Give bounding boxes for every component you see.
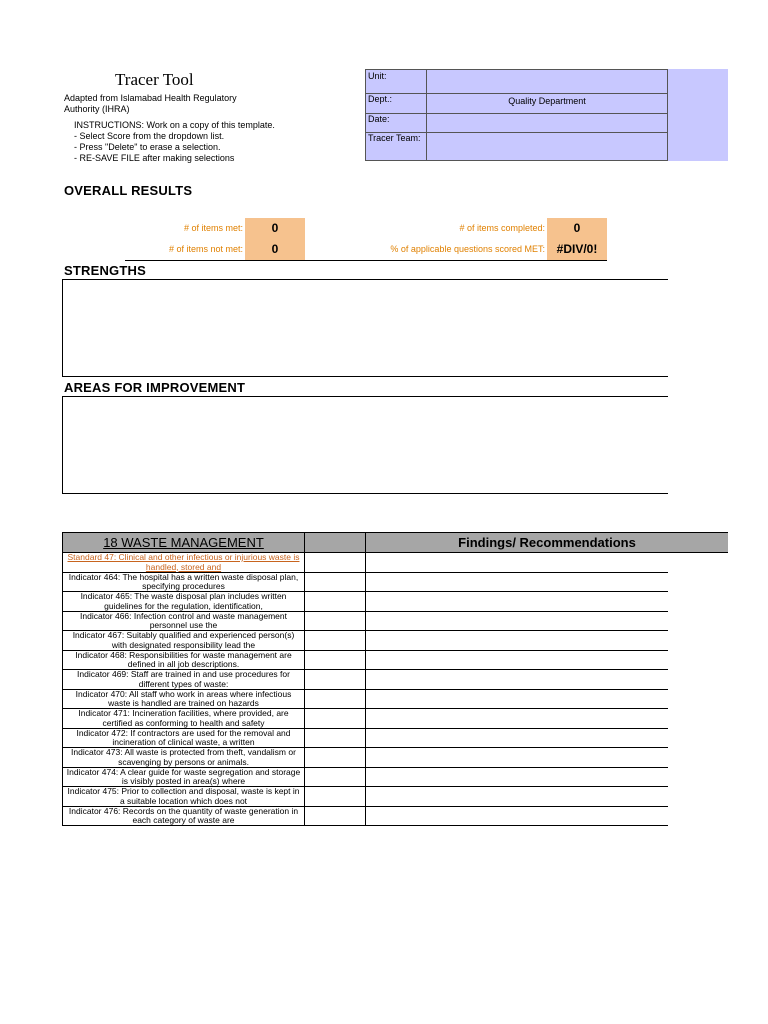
indicator-475: Indicator 475: Prior to collection and disposal, waste is kept in a suitable location which does not [62, 787, 305, 806]
score-header [305, 532, 366, 553]
score-cell[interactable] [305, 592, 366, 611]
score-cell[interactable] [305, 651, 366, 670]
table-row [62, 670, 668, 690]
findings-cell[interactable] [366, 729, 668, 748]
indicator-467: Indicator 467: Suitably qualified and experienced person(s) with designated responsibility lead the [62, 631, 305, 650]
strengths-heading: STRENGTHS [64, 263, 146, 278]
score-cell[interactable] [305, 768, 366, 787]
findings-cell[interactable] [366, 748, 668, 767]
indicator-469: Indicator 469: Staff are trained in and use procedures for different types of waste: [62, 670, 305, 689]
instruction-line: - Select Score from the dropdown list. [74, 131, 225, 141]
date-label: Date: [368, 114, 390, 124]
unit-label: Unit: [368, 71, 387, 81]
adapted-from-text: Adapted from Islamabad Health Regulatory Authority (IHRA) [64, 93, 237, 114]
indicator-466: Indicator 466: Infection control and waste management personnel use the [62, 612, 305, 631]
indicator-468: Indicator 468: Responsibilities for waste management are defined in all job descriptions. [62, 651, 305, 670]
table-row [62, 768, 668, 788]
findings-cell[interactable] [366, 631, 668, 650]
indicator-472: Indicator 472: If contractors are used for the removal and incineration of clinical waste, a written [62, 729, 305, 748]
dept-label: Dept.: [368, 94, 393, 104]
indicator-470: Indicator 470: All staff who work in areas where infectious waste is handled are trained on hazards [62, 690, 305, 709]
table-row [62, 690, 668, 710]
table-row [62, 553, 668, 573]
pct-met-label: % of applicable questions scored MET: [390, 244, 545, 254]
items-completed-label: # of items completed: [459, 223, 545, 233]
table-row [62, 573, 668, 593]
table-row [62, 631, 668, 651]
findings-header: Findings/ Recommendations [366, 532, 728, 553]
page-title: Tracer Tool [115, 70, 194, 89]
instructions [74, 120, 275, 164]
improvement-heading: AREAS FOR IMPROVEMENT [64, 380, 246, 395]
findings-cell[interactable] [366, 768, 668, 787]
score-cell[interactable] [305, 787, 366, 806]
items-not-met-value: 0 [245, 239, 305, 260]
findings-cell[interactable] [366, 592, 668, 611]
score-cell[interactable] [305, 612, 366, 631]
info-table [365, 69, 668, 161]
findings-cell[interactable] [366, 651, 668, 670]
findings-cell[interactable] [366, 612, 668, 631]
findings-cell[interactable] [366, 690, 668, 709]
findings-cell[interactable] [366, 787, 668, 806]
instruction-line: INSTRUCTIONS: Work on a copy of this template. [74, 120, 275, 130]
table-row [62, 748, 668, 768]
table-row [62, 592, 668, 612]
indicator-473: Indicator 473: All waste is protected from theft, vandalism or scavenging by persons or animals. [62, 748, 305, 767]
info-table-extension [668, 69, 728, 161]
score-cell[interactable] [305, 631, 366, 650]
section-title: 18 WASTE MANAGEMENT [62, 532, 305, 553]
findings-cell[interactable] [366, 709, 668, 728]
items-not-met-label: # of items not met: [168, 244, 243, 254]
score-cell[interactable] [305, 729, 366, 748]
score-cell[interactable] [305, 670, 366, 689]
improvement-textbox[interactable] [62, 396, 668, 494]
dept-field[interactable]: Quality Department [508, 96, 586, 106]
instruction-line: - RE-SAVE FILE after making selections [74, 153, 235, 163]
overall-results-heading: OVERALL RESULTS [64, 183, 193, 198]
standard-47-link[interactable]: Standard 47: Clinical and other infectious or injurious waste is handled, stored and [62, 553, 305, 572]
dept-row [366, 93, 667, 114]
items-met-value: 0 [245, 218, 305, 239]
pct-met-value: #DIV/0! [547, 239, 607, 260]
indicator-474: Indicator 474: A clear guide for waste segregation and storage is visibly posted in area(s) where [62, 768, 305, 787]
table-header [62, 532, 728, 553]
findings-cell[interactable] [366, 807, 668, 826]
findings-cell[interactable] [366, 670, 668, 689]
indicator-476: Indicator 476: Records on the quantity of waste generation in each category of waste are [62, 807, 305, 826]
score-cell[interactable] [305, 709, 366, 728]
team-label: Tracer Team: [368, 133, 421, 143]
indicator-465: Indicator 465: The waste disposal plan includes written guidelines for the regulation, identification, [62, 592, 305, 611]
unit-row [366, 70, 667, 94]
table-row [62, 807, 668, 827]
indicator-464: Indicator 464: The hospital has a written waste disposal plan, specifying procedures [62, 573, 305, 592]
table-row [62, 787, 668, 807]
score-cell[interactable] [305, 553, 366, 572]
items-completed-value: 0 [547, 218, 607, 239]
instruction-line: - Press "Delete" to erase a selection. [74, 142, 221, 152]
table-row [62, 651, 668, 671]
table-row [62, 612, 668, 632]
items-met-label: # of items met: [183, 223, 243, 233]
team-row [366, 132, 667, 160]
score-cell[interactable] [305, 748, 366, 767]
date-row [366, 113, 667, 133]
score-cell[interactable] [305, 807, 366, 826]
results-divider [125, 260, 607, 261]
strengths-textbox[interactable] [62, 279, 668, 377]
findings-cell[interactable] [366, 553, 668, 572]
findings-cell[interactable] [366, 573, 668, 592]
table-row [62, 709, 668, 729]
score-cell[interactable] [305, 690, 366, 709]
table-row [62, 729, 668, 749]
indicator-471: Indicator 471: Incineration facilities, where provided, are certified as conforming to health and safety [62, 709, 305, 728]
score-cell[interactable] [305, 573, 366, 592]
